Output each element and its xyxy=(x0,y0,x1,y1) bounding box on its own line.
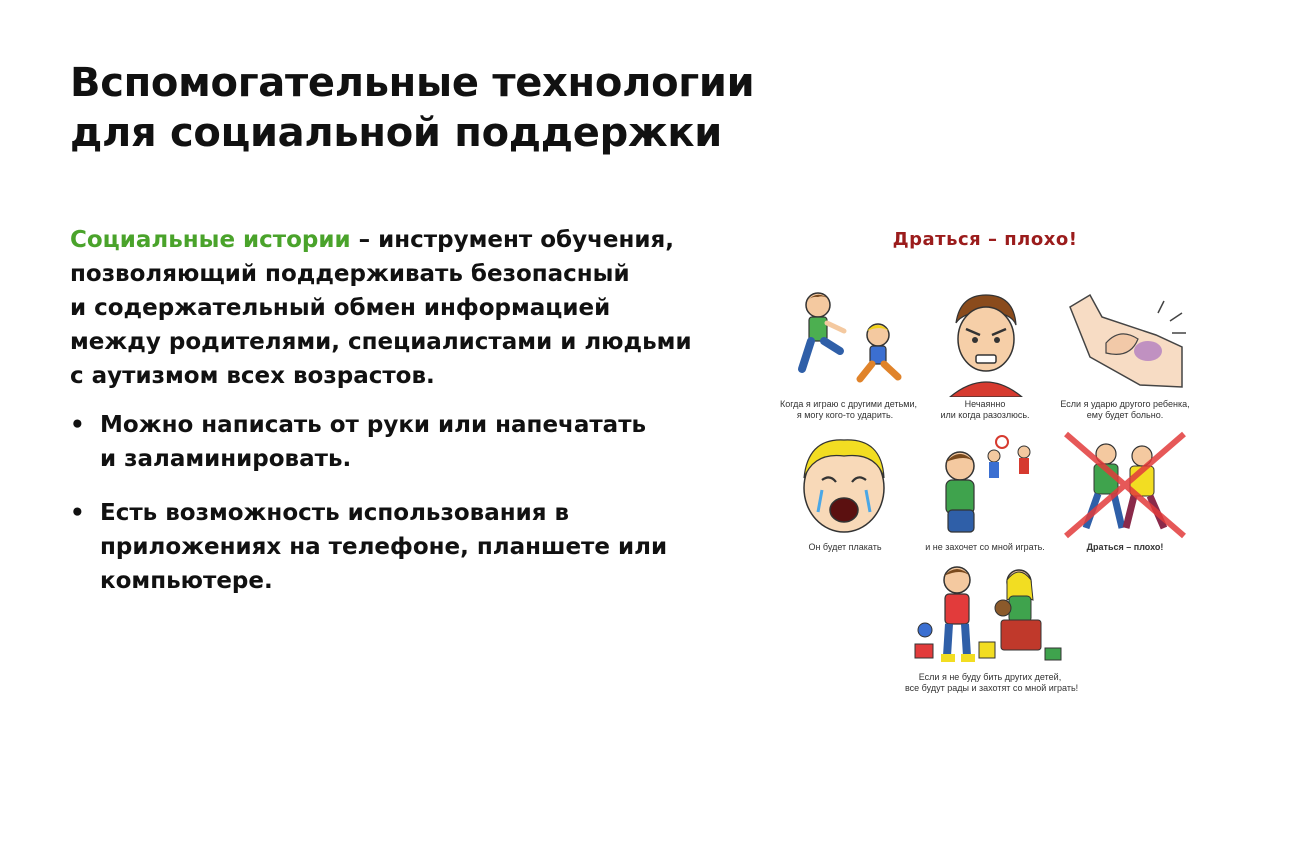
panel-caption: Если я ударю другого ребенка, ему будет больно. xyxy=(1060,399,1190,420)
bullet-1-line-1: Можно написать от руки или напечатать xyxy=(100,412,647,438)
story-panel-3 xyxy=(1060,287,1190,421)
social-story-card xyxy=(770,225,1200,705)
bullet-2-line-3: компьютере. xyxy=(100,568,273,594)
title-line-1: Вспомогательные технологии xyxy=(70,60,755,106)
panel-caption: Если я не буду бить других детей, все будут рады и захотят со мной играть! xyxy=(905,672,1079,693)
kids-fighting-illustration xyxy=(780,287,910,397)
panel-caption: Нечаянно или когда разозлюсь. xyxy=(940,399,1030,420)
intro-term: Социальные истории xyxy=(70,227,351,253)
bullet-2-line-2: приложениях на телефоне, планшете или xyxy=(100,534,668,560)
story-panel-5 xyxy=(920,430,1050,553)
bullet-item xyxy=(70,408,750,476)
hurt-arm-illustration xyxy=(1060,287,1190,397)
bullet-item xyxy=(70,496,750,598)
bullet-1-line-2: и заламинировать. xyxy=(100,446,352,472)
intro-line-5: с аутизмом всех возрастов. xyxy=(70,363,435,389)
happy-kids-playing-illustration xyxy=(905,560,1075,670)
intro-line-2: позволяющий поддерживать безопасный xyxy=(70,261,630,287)
story-panel-6 xyxy=(1060,430,1190,553)
story-panel-1 xyxy=(780,287,917,421)
bullet-marker: • xyxy=(70,500,85,526)
title-line-2: для социальной поддержки xyxy=(70,110,722,156)
story-panel-2 xyxy=(920,287,1050,421)
panel-caption: Драться – плохо! xyxy=(1086,542,1164,552)
angry-boy-illustration xyxy=(920,287,1050,397)
page-title xyxy=(70,58,830,158)
bullet-2-line-1: Есть возможность использования в xyxy=(100,500,570,526)
crossed-out-fight-illustration xyxy=(1060,430,1190,540)
intro-paragraph xyxy=(70,223,750,393)
story-title: Драться – плохо! xyxy=(892,229,1078,250)
story-panel-4 xyxy=(780,430,910,553)
bullet-marker: • xyxy=(70,412,85,438)
sad-boy-alone-illustration xyxy=(920,430,1050,540)
intro-line-3: и содержательный обмен информацией xyxy=(70,295,611,321)
panel-caption: и не захочет со мной играть. xyxy=(925,542,1045,552)
panel-caption: Когда я играю с другими детьми, я могу кого-то ударить. xyxy=(780,399,917,420)
panel-caption: Он будет плакать xyxy=(808,542,882,552)
intro-line-1 xyxy=(70,223,750,257)
intro-line-4: между родителями, специалистами и людьми xyxy=(70,329,692,355)
crying-boy-illustration xyxy=(780,430,910,540)
bullet-list xyxy=(70,408,750,618)
story-panel-7 xyxy=(905,560,1079,694)
intro-line-1-rest: – инструмент обучения, xyxy=(350,227,674,253)
